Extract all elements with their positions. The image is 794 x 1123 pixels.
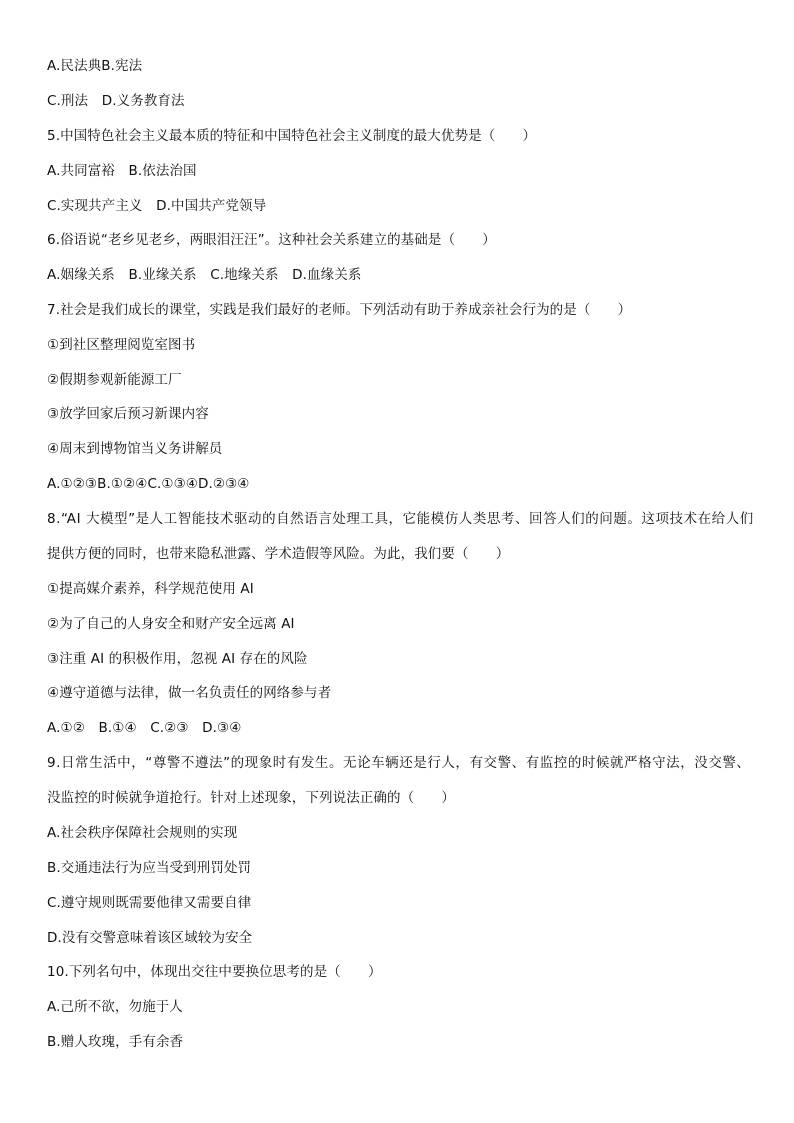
q7-stem: 7.社会是我们成长的课堂，实践是我们最好的老师。下列活动有助于养成亲社会行为的是（ ）	[47, 302, 632, 318]
q8-options: A.①② B.①④ C.②③ D.③④	[47, 720, 242, 736]
q9-option-a: A.社会秩序保障社会规则的实现	[47, 825, 238, 841]
q9-stem-line-1: 9.日常生活中，“尊警不遵法”的现象时有发生。无论车辆还是行人，有交警、有监控的时候就严格守法，没交警、	[47, 755, 751, 771]
q7-statement-4: ④周末到博物馆当义务讲解员	[47, 441, 223, 457]
q9-stem-line-2: 没监控的时候就争道抢行。针对上述现象，下列说法正确的（ ）	[47, 790, 455, 806]
q8-statement-4: ④遵守道德与法律，做一名负责任的网络参与者	[47, 685, 332, 701]
q6-stem: 6.俗语说“老乡见老乡，两眼泪汪汪”。这种社会关系建立的基础是（ ）	[47, 232, 496, 248]
q5-options-ab: A.共同富裕 B.依法治国	[47, 163, 197, 179]
q8-statement-3: ③注重 AI 的积极作用，忽视 AI 存在的风险	[47, 651, 308, 667]
q9-option-c: C.遵守规则既需要他律又需要自律	[47, 895, 252, 911]
q8-stem-line-1: 8.“AI 大模型”是人工智能技术驱动的自然语言处理工具，它能模仿人类思考、回答人们的问题。这项技术在给人们	[47, 511, 754, 527]
q10-stem: 10.下列名句中，体现出交往中要换位思考的是（ ）	[47, 964, 382, 980]
q4-options-cd: C.刑法 D.义务教育法	[47, 93, 185, 109]
q6-options: A.姻缘关系 B.业缘关系 C.地缘关系 D.血缘关系	[47, 267, 362, 283]
q5-options-cd: C.实现共产主义 D.中国共产党领导	[47, 198, 267, 214]
q7-options: A.①②③B.①②④C.①③④D.②③④	[47, 476, 250, 492]
q10-option-b: B.赠人玫瑰，手有余香	[47, 1034, 184, 1050]
q7-statement-1: ①到社区整理阅览室图书	[47, 337, 196, 353]
q5-stem: 5.中国特色社会主义最本质的特征和中国特色社会主义制度的最大优势是（ ）	[47, 128, 537, 144]
q7-statement-3: ③放学回家后预习新课内容	[47, 406, 209, 422]
q9-option-b: B.交通违法行为应当受到刑罚处罚	[47, 860, 252, 876]
q8-statement-1: ①提高媒介素养，科学规范使用 AI	[47, 581, 254, 597]
q4-options-ab: A.民法典B.宪法	[47, 58, 143, 74]
q8-stem-line-2: 提供方便的同时，也带来隐私泄露、学术造假等风险。为此，我们要（ ）	[47, 546, 510, 562]
q9-option-d: D.没有交警意味着该区域较为安全	[47, 930, 253, 946]
q8-statement-2: ②为了自己的人身安全和财产安全远离 AI	[47, 616, 295, 632]
q7-statement-2: ②假期参观新能源工厂	[47, 372, 182, 388]
q10-option-a: A.己所不欲，勿施于人	[47, 999, 183, 1015]
